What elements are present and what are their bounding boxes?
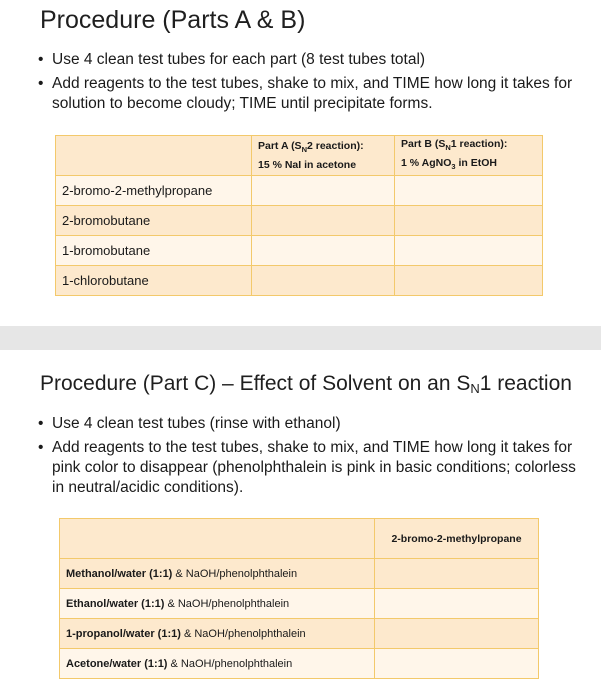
table-corner-cell — [56, 136, 252, 176]
row-label: Methanol/water (1:1) & NaOH/phenolphthalein — [60, 559, 375, 589]
table-row — [60, 559, 539, 589]
header-part-a: Part A ($S_N2$ reaction): 15 % NaI in acetone — [252, 136, 395, 176]
data-cell — [395, 236, 543, 266]
data-cell — [252, 176, 395, 206]
table-row — [56, 266, 543, 296]
row-label: 1-bromobutane — [56, 236, 252, 266]
slide1-bullets — [38, 50, 578, 118]
data-cell — [395, 266, 543, 296]
row-label: 2-bromo-2-methylpropane — [56, 176, 252, 206]
table-row — [60, 649, 539, 679]
table-corner-cell — [60, 519, 375, 559]
parts-ab-table — [55, 135, 543, 296]
data-cell — [375, 619, 539, 649]
data-cell — [375, 649, 539, 679]
slide1-title: Procedure (Parts A & B) — [40, 6, 306, 34]
row-label: 2-bromobutane — [56, 206, 252, 236]
data-cell — [375, 589, 539, 619]
row-label: 1-chlorobutane — [56, 266, 252, 296]
bullet-item: • Use 4 clean test tubes for each part (8 test tubes total) — [38, 50, 578, 70]
slide-divider — [0, 326, 601, 350]
data-cell — [252, 266, 395, 296]
data-cell — [252, 236, 395, 266]
table-row — [56, 176, 543, 206]
row-label: Ethanol/water (1:1) & NaOH/phenolphthalein — [60, 589, 375, 619]
row-label: Acetone/water (1:1) & NaOH/phenolphthalein — [60, 649, 375, 679]
bullet-item: • Add reagents to the test tubes, shake to mix, and TIME how long it takes for solution to become cloudy; TIME until precipitate forms. — [38, 74, 578, 114]
table-row — [56, 206, 543, 236]
data-cell — [375, 559, 539, 589]
part-c-table — [59, 518, 539, 679]
table-row — [60, 589, 539, 619]
table-row — [60, 619, 539, 649]
header-part-b: Part B ($S_N1$ reaction): 1 % AgNO$_3$ in EtOH — [395, 136, 543, 176]
data-cell — [395, 206, 543, 236]
row-label: 1-propanol/water (1:1) & NaOH/phenolphthalein — [60, 619, 375, 649]
slide2-title: Procedure (Part C) – Effect of Solvent on an $S_N1$ reaction — [40, 372, 572, 396]
data-cell — [395, 176, 543, 206]
data-cell — [252, 206, 395, 236]
header-substrate: 2-bromo-2-methylpropane — [375, 519, 539, 559]
slide2-bullets — [38, 414, 578, 502]
bullet-item: • Add reagents to the test tubes, shake to mix, and TIME how long it takes for pink color to disappear (phenolphthalein is pink in basic conditions; colorless in neutral/acidic conditions). — [38, 438, 578, 498]
table-row — [56, 236, 543, 266]
bullet-item: • Use 4 clean test tubes (rinse with ethanol) — [38, 414, 578, 434]
slide-parts-a-b — [0, 0, 601, 326]
